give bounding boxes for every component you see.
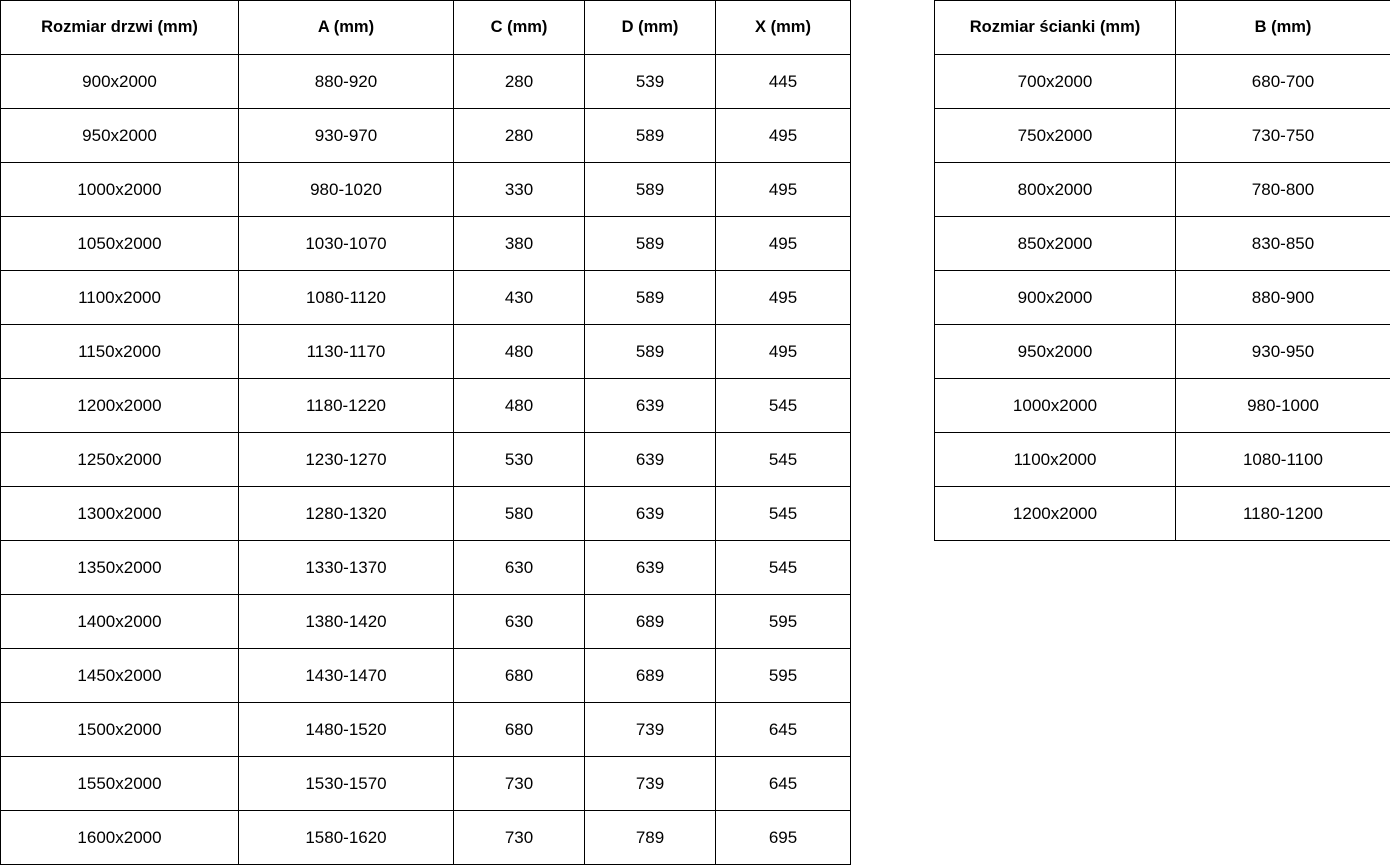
table-row — [935, 109, 1390, 163]
cell-door-size: 1600x2000 — [1, 811, 239, 865]
cell-a: 1130-1170 — [239, 325, 454, 379]
cell-c: 580 — [454, 487, 585, 541]
column-header-b: B (mm) — [1176, 1, 1390, 55]
table-row — [935, 433, 1390, 487]
cell-x: 595 — [716, 649, 851, 703]
table-row — [935, 55, 1390, 109]
cell-d: 639 — [585, 487, 716, 541]
table-row — [1, 433, 851, 487]
table-row — [1, 595, 851, 649]
table-row — [1, 325, 851, 379]
table-row — [1, 703, 851, 757]
cell-wall-size: 900x2000 — [935, 271, 1176, 325]
cell-door-size: 1250x2000 — [1, 433, 239, 487]
cell-a: 1380-1420 — [239, 595, 454, 649]
cell-d: 689 — [585, 649, 716, 703]
table-row — [1, 811, 851, 865]
table-header-row — [935, 1, 1390, 55]
cell-c: 680 — [454, 649, 585, 703]
table-row — [1, 163, 851, 217]
cell-a: 980-1020 — [239, 163, 454, 217]
cell-a: 1330-1370 — [239, 541, 454, 595]
cell-c: 280 — [454, 55, 585, 109]
cell-d: 589 — [585, 163, 716, 217]
cell-d: 539 — [585, 55, 716, 109]
table-row — [1, 55, 851, 109]
cell-d: 639 — [585, 433, 716, 487]
cell-c: 630 — [454, 541, 585, 595]
cell-d: 689 — [585, 595, 716, 649]
cell-door-size: 1100x2000 — [1, 271, 239, 325]
cell-door-size: 1550x2000 — [1, 757, 239, 811]
cell-door-size: 950x2000 — [1, 109, 239, 163]
cell-wall-size: 950x2000 — [935, 325, 1176, 379]
cell-door-size: 1450x2000 — [1, 649, 239, 703]
cell-c: 730 — [454, 811, 585, 865]
cell-d: 739 — [585, 703, 716, 757]
cell-a: 1230-1270 — [239, 433, 454, 487]
table-row — [935, 163, 1390, 217]
table-header-row — [1, 1, 851, 55]
table-row — [1, 541, 851, 595]
cell-a: 1030-1070 — [239, 217, 454, 271]
cell-d: 589 — [585, 217, 716, 271]
cell-d: 589 — [585, 325, 716, 379]
cell-c: 730 — [454, 757, 585, 811]
cell-door-size: 1200x2000 — [1, 379, 239, 433]
cell-wall-size: 850x2000 — [935, 217, 1176, 271]
cell-a: 1480-1520 — [239, 703, 454, 757]
cell-x: 545 — [716, 541, 851, 595]
table-row — [935, 217, 1390, 271]
cell-x: 545 — [716, 433, 851, 487]
cell-b: 830-850 — [1176, 217, 1390, 271]
cell-x: 495 — [716, 271, 851, 325]
cell-b: 780-800 — [1176, 163, 1390, 217]
cell-c: 380 — [454, 217, 585, 271]
cell-a: 1180-1220 — [239, 379, 454, 433]
column-header-wall-size: Rozmiar ścianki (mm) — [935, 1, 1176, 55]
cell-c: 480 — [454, 379, 585, 433]
cell-wall-size: 1200x2000 — [935, 487, 1176, 541]
cell-wall-size: 750x2000 — [935, 109, 1176, 163]
table-row — [1, 271, 851, 325]
cell-x: 645 — [716, 703, 851, 757]
cell-x: 495 — [716, 217, 851, 271]
cell-door-size: 1300x2000 — [1, 487, 239, 541]
column-header-x: X (mm) — [716, 1, 851, 55]
table-row — [935, 379, 1390, 433]
cell-b: 680-700 — [1176, 55, 1390, 109]
table-row — [935, 325, 1390, 379]
cell-d: 589 — [585, 271, 716, 325]
wall-table-head — [935, 1, 1390, 55]
wall-dimensions-table — [934, 0, 1390, 541]
table-row — [1, 379, 851, 433]
cell-a: 1430-1470 — [239, 649, 454, 703]
column-header-door-size: Rozmiar drzwi (mm) — [1, 1, 239, 55]
wall-table-body — [935, 55, 1390, 541]
column-header-c: C (mm) — [454, 1, 585, 55]
cell-x: 495 — [716, 109, 851, 163]
cell-c: 680 — [454, 703, 585, 757]
cell-door-size: 1400x2000 — [1, 595, 239, 649]
cell-x: 445 — [716, 55, 851, 109]
cell-d: 789 — [585, 811, 716, 865]
cell-b: 880-900 — [1176, 271, 1390, 325]
cell-door-size: 1500x2000 — [1, 703, 239, 757]
cell-x: 495 — [716, 163, 851, 217]
cell-c: 430 — [454, 271, 585, 325]
cell-c: 280 — [454, 109, 585, 163]
cell-x: 495 — [716, 325, 851, 379]
table-row — [1, 649, 851, 703]
cell-x: 695 — [716, 811, 851, 865]
cell-x: 545 — [716, 379, 851, 433]
cell-c: 630 — [454, 595, 585, 649]
cell-d: 589 — [585, 109, 716, 163]
cell-b: 1080-1100 — [1176, 433, 1390, 487]
table-row — [935, 271, 1390, 325]
cell-wall-size: 700x2000 — [935, 55, 1176, 109]
cell-d: 639 — [585, 541, 716, 595]
cell-a: 1580-1620 — [239, 811, 454, 865]
cell-a: 1080-1120 — [239, 271, 454, 325]
cell-a: 930-970 — [239, 109, 454, 163]
cell-d: 739 — [585, 757, 716, 811]
column-header-d: D (mm) — [585, 1, 716, 55]
cell-x: 595 — [716, 595, 851, 649]
cell-c: 480 — [454, 325, 585, 379]
doors-table-body — [1, 55, 851, 865]
table-row — [1, 757, 851, 811]
cell-a: 1530-1570 — [239, 757, 454, 811]
cell-door-size: 900x2000 — [1, 55, 239, 109]
cell-a: 880-920 — [239, 55, 454, 109]
cell-b: 730-750 — [1176, 109, 1390, 163]
table-row — [935, 487, 1390, 541]
cell-a: 1280-1320 — [239, 487, 454, 541]
cell-b: 930-950 — [1176, 325, 1390, 379]
cell-door-size: 1150x2000 — [1, 325, 239, 379]
cell-b: 1180-1200 — [1176, 487, 1390, 541]
cell-d: 639 — [585, 379, 716, 433]
cell-door-size: 1000x2000 — [1, 163, 239, 217]
cell-x: 645 — [716, 757, 851, 811]
table-row — [1, 487, 851, 541]
cell-wall-size: 1000x2000 — [935, 379, 1176, 433]
cell-door-size: 1350x2000 — [1, 541, 239, 595]
doors-table-head — [1, 1, 851, 55]
column-header-a: A (mm) — [239, 1, 454, 55]
cell-wall-size: 800x2000 — [935, 163, 1176, 217]
cell-wall-size: 1100x2000 — [935, 433, 1176, 487]
table-row — [1, 109, 851, 163]
cell-c: 330 — [454, 163, 585, 217]
cell-x: 545 — [716, 487, 851, 541]
cell-door-size: 1050x2000 — [1, 217, 239, 271]
cell-b: 980-1000 — [1176, 379, 1390, 433]
table-row — [1, 217, 851, 271]
cell-c: 530 — [454, 433, 585, 487]
